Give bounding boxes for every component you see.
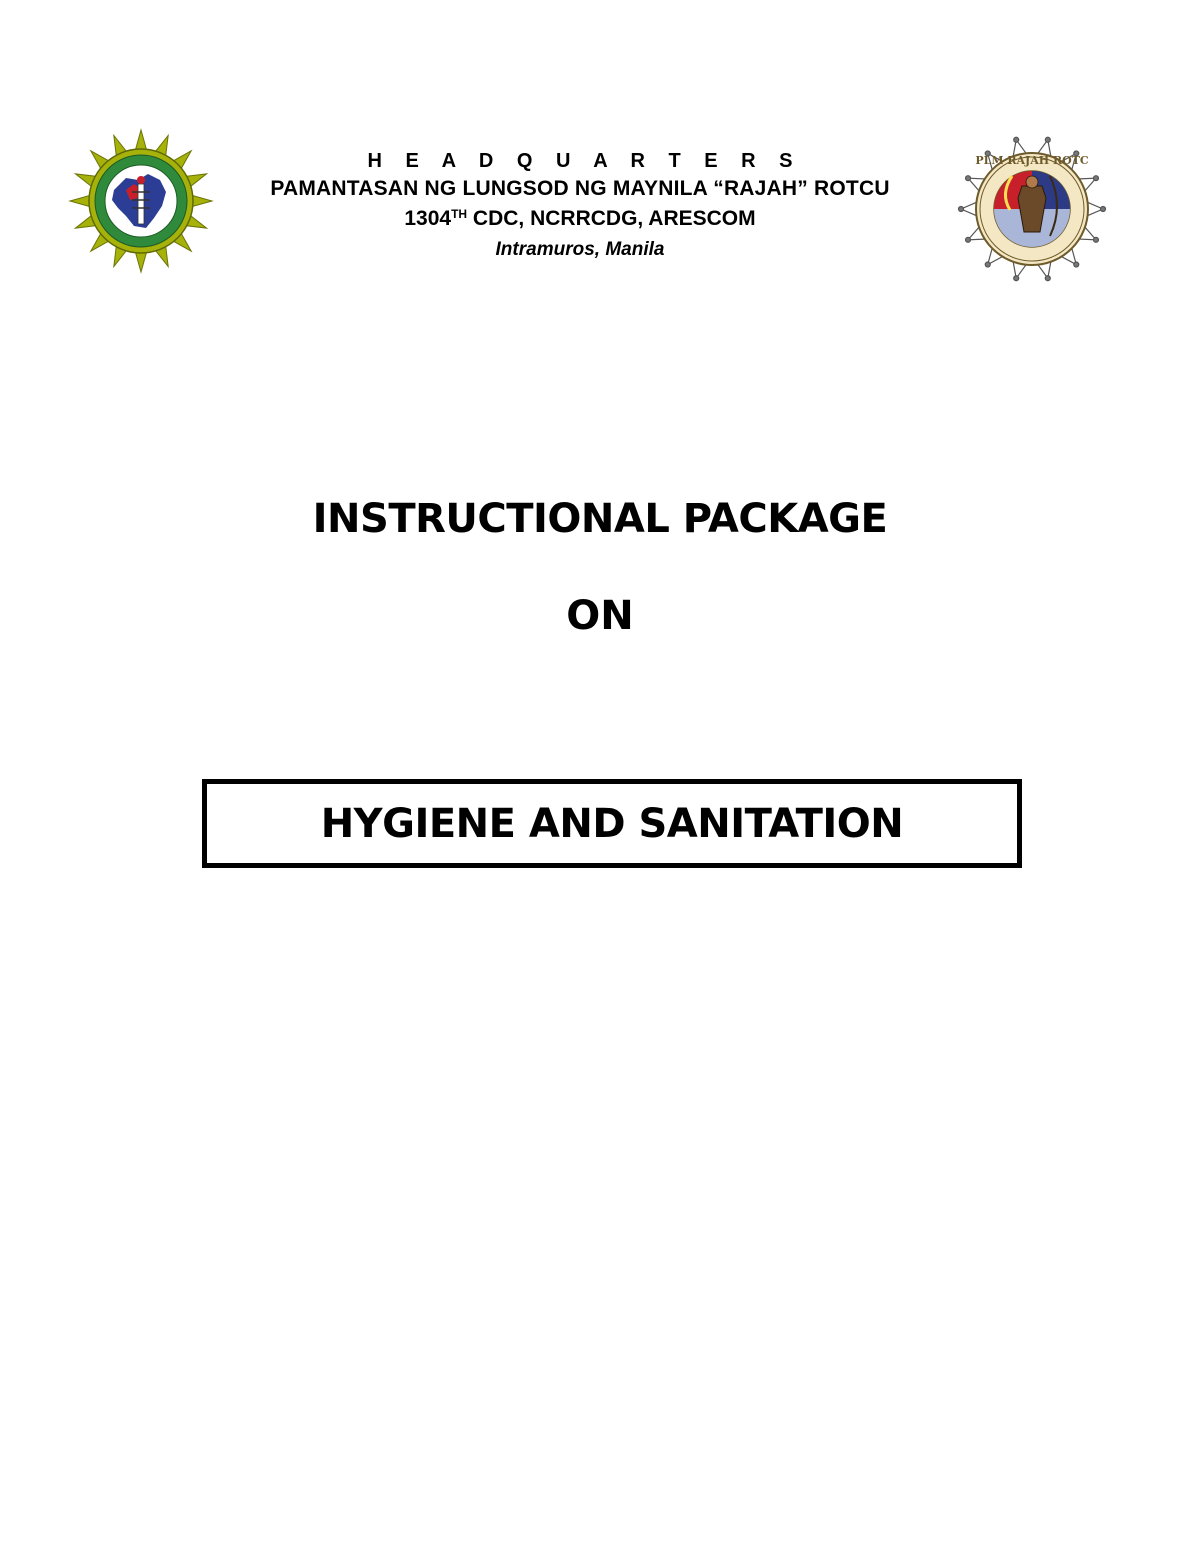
seal-star-tip [1045,137,1050,142]
seal-star-tip [1101,207,1106,212]
seal-star-tip [1014,276,1019,281]
seal-star-tip [966,176,971,181]
seal-star-tip [966,237,971,242]
seal-ray [135,251,147,272]
seal-star-tip [1045,276,1050,281]
seal-star-tip [1074,262,1079,267]
seal-ray [70,195,91,207]
seal-star-tip [959,207,964,212]
seal-ring-text: PLM RAJAH ROTC [975,154,1089,167]
seal-star-tip [1093,176,1098,181]
cdc-units: CDC, NCRRCDG, ARESCOM [467,207,756,230]
document-subject: HYGIENE AND SANITATION [320,800,904,847]
location: Intramuros, Manila [495,239,665,260]
subject-box [202,779,1022,868]
plm-rajah-rotc-seal-icon [952,136,1112,282]
ncr-rcdg-seal-icon [68,128,214,274]
cdc-number: 1304 [404,207,452,230]
headquarters-heading: H E A D Q U A R T E R S [367,150,802,172]
document-title-connector: ON [566,593,634,639]
cdc-line [200,204,960,234]
letterhead [200,148,960,266]
seal-ray [135,130,147,151]
right-seal-icon [952,136,1112,282]
document-title: INSTRUCTIONAL PACKAGE [312,496,888,542]
cdc-superscript: TH [451,207,468,221]
unit-name: PAMANTASAN NG LUNGSOD NG MAYNILA “RAJAH” ROTCU [270,177,890,200]
seal-star-tip [1093,237,1098,242]
left-seal-icon [68,128,214,274]
seal-star-tip [1014,137,1019,142]
seal-star-tip [985,262,990,267]
